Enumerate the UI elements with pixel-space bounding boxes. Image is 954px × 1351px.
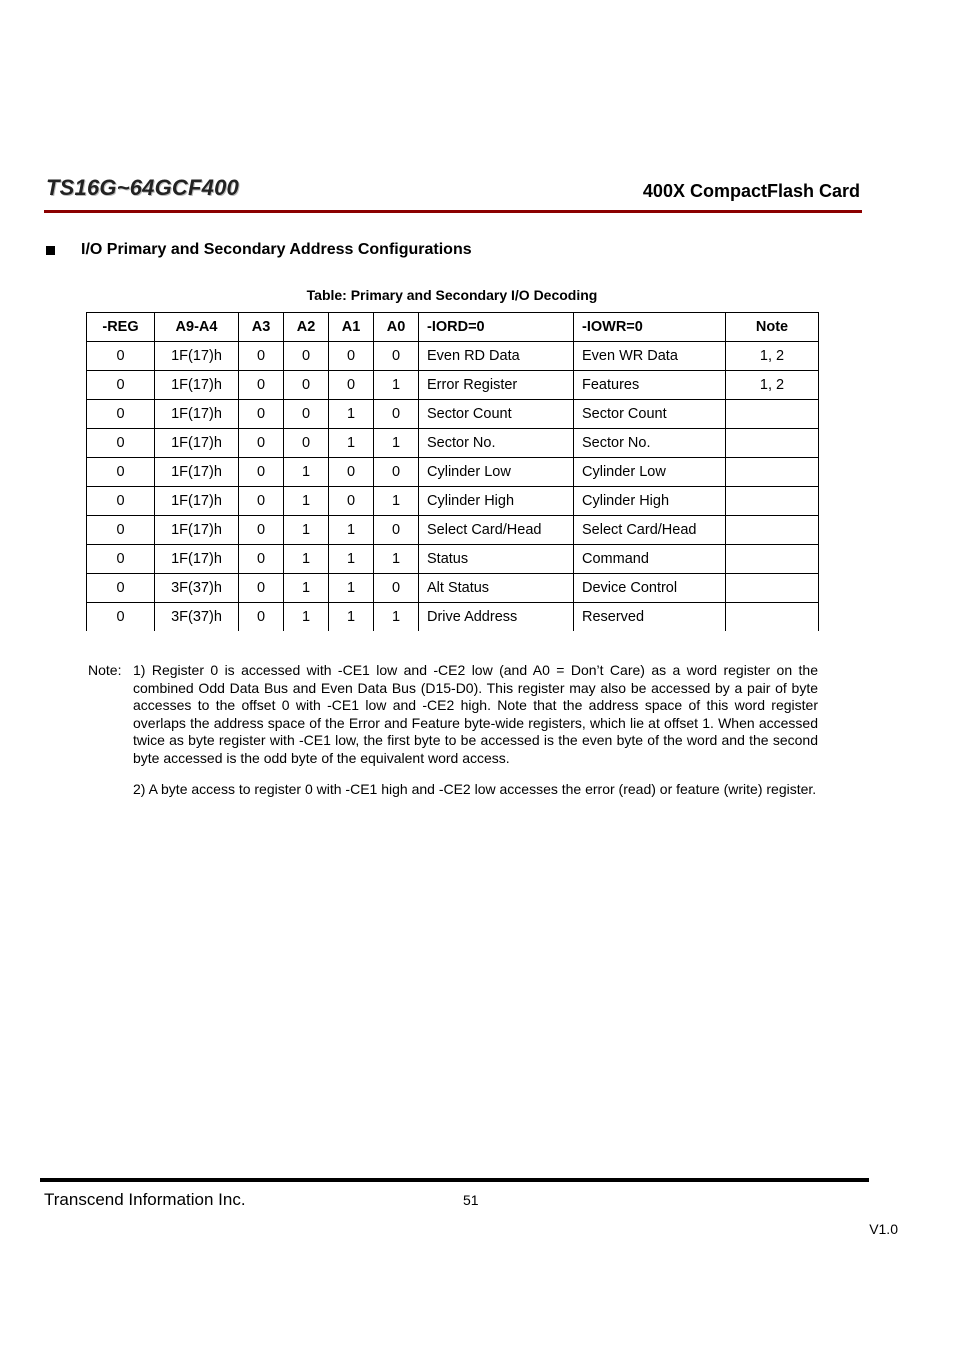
- table-cell: 1F(17)h: [155, 516, 239, 545]
- table-cell: [726, 516, 819, 545]
- table-cell: 1: [329, 429, 374, 458]
- table-row: [87, 603, 819, 632]
- table-cell: 1: [374, 371, 419, 400]
- table-cell: 1: [329, 516, 374, 545]
- table-cell: 1: [284, 516, 329, 545]
- table-cell: 0: [87, 342, 155, 371]
- note-label: Note:: [88, 662, 122, 678]
- table-row: [87, 458, 819, 487]
- table-cell: Cylinder High: [419, 487, 574, 516]
- column-header: -IOWR=0: [574, 313, 726, 342]
- table-cell: Even WR Data: [574, 342, 726, 371]
- table-cell: Reserved: [574, 603, 726, 632]
- table-cell: 0: [329, 458, 374, 487]
- table-cell: 1: [329, 545, 374, 574]
- table-cell: 0: [87, 371, 155, 400]
- table-cell: 1: [374, 429, 419, 458]
- table-cell: 0: [239, 429, 284, 458]
- table-cell: [726, 545, 819, 574]
- table-row: [87, 545, 819, 574]
- table-cell: 1F(17)h: [155, 545, 239, 574]
- notes-block: [88, 662, 818, 813]
- table-cell: 1: [329, 603, 374, 632]
- table-cell: 1: [329, 400, 374, 429]
- table-cell: 0: [239, 487, 284, 516]
- table-cell: 0: [239, 400, 284, 429]
- table-cell: 1F(17)h: [155, 429, 239, 458]
- table-cell: Sector No.: [574, 429, 726, 458]
- table-cell: Error Register: [419, 371, 574, 400]
- note-1: 1) Register 0 is accessed with -CE1 low and -CE2 low (and A0 = Don’t Care) as a word register on the combined Odd Data Bus and Even Data Bus (D15-D0). This register may also be accessed by a pair of byte accesses to the offset 0 with -CE1 low and -CE2 high. Note that the address space of this word register overlaps the address space of the Error and Feature byte-wide registers, which lie at offset 1. When accessed twice as byte register with -CE1 low, the first byte to be accessed is the even byte of the word and the second byte accessed is the odd byte of the equivalent word access.: [133, 662, 818, 766]
- table-cell: 1: [374, 545, 419, 574]
- table-cell: 0: [374, 400, 419, 429]
- table-cell: 0: [284, 400, 329, 429]
- table-row: [87, 342, 819, 371]
- table-row: [87, 400, 819, 429]
- column-header: -IORD=0: [419, 313, 574, 342]
- table-cell: Cylinder Low: [574, 458, 726, 487]
- table-cell: Device Control: [574, 574, 726, 603]
- table-cell: Select Card/Head: [574, 516, 726, 545]
- table-row: [87, 516, 819, 545]
- table-cell: 0: [239, 516, 284, 545]
- table-cell: Sector No.: [419, 429, 574, 458]
- io-decoding-table: [86, 312, 819, 631]
- section-heading: [46, 241, 472, 259]
- note-2: 2) A byte access to register 0 with -CE1 high and -CE2 low accesses the error (read) or feature (write) register.: [133, 781, 817, 797]
- table-cell: 1: [284, 545, 329, 574]
- table-cell: 1: [374, 487, 419, 516]
- table-cell: 1F(17)h: [155, 400, 239, 429]
- table-cell: Features: [574, 371, 726, 400]
- square-bullet-icon: [46, 246, 55, 255]
- table-cell: 0: [87, 400, 155, 429]
- table-cell: 0: [329, 487, 374, 516]
- table-cell: 0: [87, 574, 155, 603]
- table-cell: 0: [329, 342, 374, 371]
- table-cell: Sector Count: [419, 400, 574, 429]
- table-cell: Select Card/Head: [419, 516, 574, 545]
- document-version: V1.0: [869, 1221, 898, 1237]
- table-caption: Table: Primary and Secondary I/O Decoding: [306, 287, 598, 303]
- table-cell: 0: [87, 545, 155, 574]
- table-cell: 0: [374, 342, 419, 371]
- table-cell: 1: [284, 603, 329, 632]
- table-cell: 1F(17)h: [155, 458, 239, 487]
- table-cell: 0: [284, 429, 329, 458]
- table-cell: [726, 429, 819, 458]
- table-cell: 3F(37)h: [155, 574, 239, 603]
- table-cell: 0: [87, 458, 155, 487]
- table-cell: 1: [329, 574, 374, 603]
- table-cell: 0: [329, 371, 374, 400]
- table-cell: 0: [374, 516, 419, 545]
- table-cell: 0: [87, 603, 155, 632]
- header-model: TS16G~64GCF400: [46, 175, 239, 200]
- column-header: A1: [329, 313, 374, 342]
- table-cell: [726, 458, 819, 487]
- header-product: 400X CompactFlash Card: [642, 181, 860, 201]
- table-cell: 3F(37)h: [155, 603, 239, 632]
- table-row: [87, 487, 819, 516]
- table-cell: 0: [239, 574, 284, 603]
- column-header: A2: [284, 313, 329, 342]
- column-header: A3: [239, 313, 284, 342]
- table-cell: 0: [87, 516, 155, 545]
- table-cell: [726, 400, 819, 429]
- table-row: [87, 371, 819, 400]
- table-cell: 1: [284, 458, 329, 487]
- table-cell: 1, 2: [726, 371, 819, 400]
- table-cell: [726, 487, 819, 516]
- table-cell: 1: [284, 574, 329, 603]
- table-cell: Cylinder Low: [419, 458, 574, 487]
- page-number: 51: [463, 1192, 479, 1208]
- table-cell: 0: [239, 603, 284, 632]
- table-cell: 0: [87, 487, 155, 516]
- table-cell: 0: [284, 371, 329, 400]
- table-row: [87, 429, 819, 458]
- table-cell: 1: [374, 603, 419, 632]
- table-cell: [726, 603, 819, 632]
- table-cell: Command: [574, 545, 726, 574]
- column-header: Note: [726, 313, 819, 342]
- table-body: [87, 342, 819, 632]
- table-cell: 0: [239, 458, 284, 487]
- table-cell: 1F(17)h: [155, 487, 239, 516]
- table-cell: 0: [284, 342, 329, 371]
- column-header: A0: [374, 313, 419, 342]
- table-cell: 0: [374, 574, 419, 603]
- column-header: -REG: [87, 313, 155, 342]
- table-cell: Sector Count: [574, 400, 726, 429]
- table-cell: 0: [239, 545, 284, 574]
- table-cell: [726, 574, 819, 603]
- table-cell: 0: [87, 429, 155, 458]
- table-header-row: [87, 313, 819, 342]
- table-cell: Status: [419, 545, 574, 574]
- table-cell: 0: [239, 342, 284, 371]
- table-cell: 1F(17)h: [155, 342, 239, 371]
- table-cell: 0: [239, 371, 284, 400]
- section-title: I/O Primary and Secondary Address Configurations: [81, 241, 472, 258]
- table-cell: 1: [284, 487, 329, 516]
- table-cell: Even RD Data: [419, 342, 574, 371]
- table-cell: Drive Address: [419, 603, 574, 632]
- header-rule: [44, 210, 862, 213]
- footer-rule: [40, 1178, 869, 1182]
- table-cell: 1F(17)h: [155, 371, 239, 400]
- footer-company: Transcend Information Inc.: [44, 1190, 246, 1209]
- table-cell: Alt Status: [419, 574, 574, 603]
- table-row: [87, 574, 819, 603]
- column-header: A9-A4: [155, 313, 239, 342]
- table-cell: Cylinder High: [574, 487, 726, 516]
- table-cell: 0: [374, 458, 419, 487]
- table-cell: 1, 2: [726, 342, 819, 371]
